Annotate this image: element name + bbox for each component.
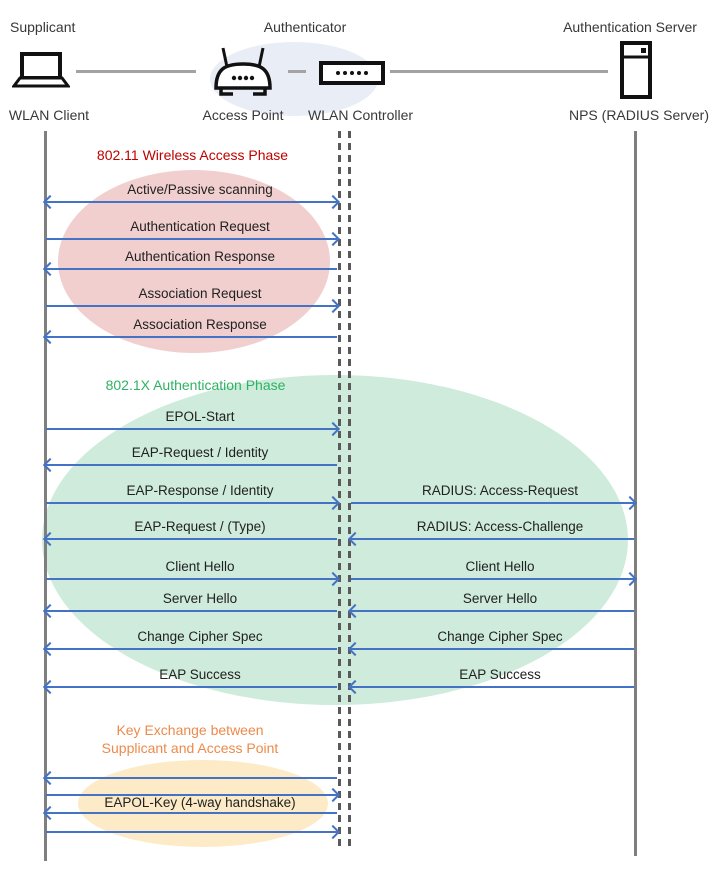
device-label-nps: NPS (RADIUS Server) [568, 107, 710, 123]
label-authentication-request: Authentication Request [130, 219, 270, 234]
arrow-eap-response-identity [46, 502, 337, 504]
label-eap-success-right: EAP Success [459, 667, 541, 682]
label-association-request: Association Request [138, 286, 262, 301]
arrow-server-hello-left [46, 610, 337, 612]
arrow-eap-request-identity [46, 464, 337, 466]
arrow-eap-request-type [46, 538, 337, 540]
arrow-eap-success-left [46, 686, 337, 688]
arrow-authentication-request [46, 238, 337, 240]
label-radius-access-request: RADIUS: Access-Request [421, 483, 579, 498]
connector-line-controller-server [390, 70, 608, 73]
server-icon [620, 41, 652, 99]
phase-title-wireless-access: 802.11 Wireless Access Phase [96, 147, 289, 163]
label-client-hello-left: Client Hello [165, 559, 235, 574]
label-eap-response-identity: EAP-Response / Identity [126, 483, 274, 498]
lifeline-nps-server [634, 131, 637, 856]
access-point-icon [212, 47, 274, 97]
label-epol-start: EPOL-Start [165, 409, 235, 424]
role-title-authentication-server: Authentication Server [563, 19, 697, 35]
label-server-hello-left: Server Hello [162, 591, 238, 606]
arrow-radius-access-challenge [351, 538, 634, 540]
label-eapol-key: EAPOL-Key (4-way handshake) [104, 795, 296, 810]
arrow-epol-start [46, 428, 337, 430]
lifeline-wlan-client [44, 131, 47, 861]
arrow-change-cipher-spec-left [46, 648, 337, 650]
label-change-cipher-spec-right: Change Cipher Spec [437, 629, 563, 644]
label-server-hello-right: Server Hello [462, 591, 538, 606]
arrow-authentication-response [46, 268, 337, 270]
label-eap-request-type: EAP-Request / (Type) [134, 519, 266, 534]
label-client-hello-right: Client Hello [465, 559, 535, 574]
arrow-eapol-key-msg3 [46, 812, 337, 814]
wlan-controller-icon [319, 61, 385, 85]
laptop-icon [12, 52, 70, 92]
label-eap-request-identity: EAP-Request / Identity [131, 445, 269, 460]
arrow-association-response [46, 336, 337, 338]
connector-line-ap-controller [288, 70, 306, 73]
arrow-active-passive-scanning [46, 201, 337, 203]
device-label-wlan-client: WLAN Client [8, 107, 90, 123]
label-radius-access-challenge: RADIUS: Access-Challenge [416, 519, 584, 534]
label-association-response: Association Response [133, 317, 267, 332]
device-label-wlan-controller: WLAN Controller [308, 107, 414, 123]
arrow-client-hello-left [46, 578, 337, 580]
role-title-authenticator: Authenticator [263, 19, 347, 35]
arrow-radius-access-request [351, 502, 634, 504]
phase-title-dot1x: 802.1X Authentication Phase [105, 377, 286, 393]
arrow-eapol-key-msg1 [46, 777, 337, 779]
label-active-passive-scanning: Active/Passive scanning [127, 182, 273, 197]
arrow-server-hello-right [351, 610, 634, 612]
phase-title-key-exchange-line1: Key Exchange between [116, 722, 264, 738]
arrow-association-request [46, 305, 337, 307]
phase-title-key-exchange-line2: Supplicant and Access Point [101, 740, 279, 756]
arrow-change-cipher-spec-right [351, 648, 634, 650]
label-eap-success-left: EAP Success [159, 667, 241, 682]
lifeline-wlan-controller-dash-2 [348, 131, 351, 850]
role-title-supplicant: Supplicant [10, 19, 76, 35]
arrow-eap-success-right [351, 686, 634, 688]
label-change-cipher-spec-left: Change Cipher Spec [137, 629, 263, 644]
arrow-eapol-key-msg4 [46, 831, 337, 833]
device-label-access-point: Access Point [202, 107, 284, 123]
connector-line-client-ap [76, 70, 196, 73]
label-authentication-response: Authentication Response [124, 249, 276, 264]
arrow-client-hello-right [351, 578, 634, 580]
